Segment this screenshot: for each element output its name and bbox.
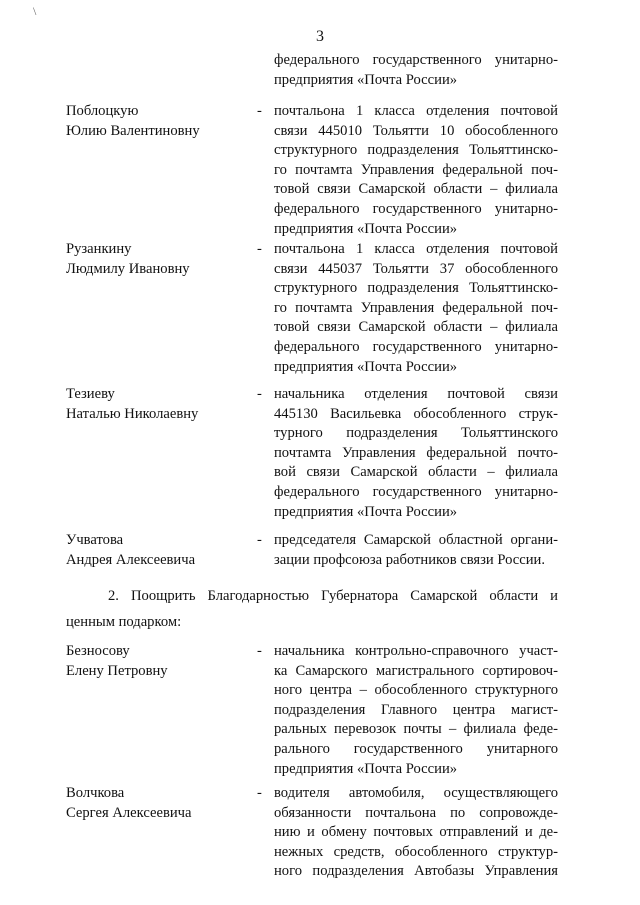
surname: Безносову <box>66 643 130 659</box>
given-names: Сергея Алексеевича <box>66 804 192 821</box>
entry-dash: - <box>257 785 262 801</box>
desc-line: начальника отделения почтовой связи <box>274 386 558 402</box>
continuation-text <box>274 51 558 90</box>
desc-line: рального государственного унитарного <box>274 740 558 757</box>
surname: Тезиеву <box>66 386 115 402</box>
desc-line: предприятия «Почта России» <box>274 503 458 520</box>
given-names: Людмилу Ивановну <box>66 260 190 277</box>
desc-line: подразделения Главного центра магист- <box>274 701 558 718</box>
person-name <box>66 102 256 141</box>
desc-line: предприятия «Почта России» <box>274 220 458 237</box>
person-name <box>66 240 256 279</box>
page-number: 3 <box>316 28 324 45</box>
entry-dash: - <box>257 643 262 659</box>
desc-line: нию и обмену почтовых отправлений и де- <box>274 824 558 841</box>
desc-line: федерального государственного унитарно- <box>274 338 558 355</box>
desc-line: связи 445010 Тольятти 10 обособленного <box>274 122 558 139</box>
section-paragraph-second-line: ценным подарком: <box>66 614 182 630</box>
desc-line: ного подразделения Автобазы Управления <box>274 863 558 880</box>
award-entry <box>0 784 640 888</box>
position-description <box>274 531 558 570</box>
desc-line: товой связи Самарской области – филиала <box>274 181 558 198</box>
award-entry <box>0 642 640 782</box>
desc-line: федерального государственного унитарно- <box>274 483 558 500</box>
person-name <box>66 531 256 570</box>
desc-line: федерального государственного унитарно- <box>274 200 558 217</box>
desc-line: предприятия «Почта России» <box>274 760 458 777</box>
given-names: Елену Петровну <box>66 662 168 679</box>
desc-line: нежных средств, обособленного структур- <box>274 843 558 860</box>
desc-line: структурного подразделения Тольяттинско- <box>274 142 558 159</box>
desc-line: товой связи Самарской области – филиала <box>274 319 558 336</box>
entry-dash: - <box>257 241 262 257</box>
desc-line: зации профсоюза работников связи России. <box>274 551 545 568</box>
desc-line: водителя автомобиля, осуществляющего <box>274 785 558 801</box>
desc-line: 445130 Васильевка обособленного струк- <box>274 405 558 422</box>
desc-line: почтальона 1 класса отделения почтовой <box>274 241 558 257</box>
desc-line: почтальона 1 класса отделения почтовой <box>274 103 558 119</box>
person-name <box>66 642 256 681</box>
desc-line: ка Самарского магистрального сортировоч- <box>274 662 558 679</box>
position-description <box>274 102 558 239</box>
given-names: Наталью Николаевну <box>66 405 199 422</box>
entry-dash: - <box>257 386 262 402</box>
desc-line: го почтамта Управления федеральной поч- <box>274 299 558 316</box>
desc-line: предприятия «Почта России» <box>274 358 458 375</box>
desc-line: почтамта Управления федеральной почто- <box>274 444 558 461</box>
desc-line: обязанности почтальона по сопровожде- <box>274 804 558 821</box>
award-entry <box>0 240 640 380</box>
desc-line: го почтамта Управления федеральной поч- <box>274 161 558 178</box>
entry-dash: - <box>257 103 262 119</box>
given-names: Андрея Алексеевича <box>66 551 196 568</box>
desc-line: председателя Самарской областной органи- <box>274 532 558 548</box>
given-names: Юлию Валентиновну <box>66 122 200 139</box>
award-entry <box>0 385 640 525</box>
person-name <box>66 385 256 424</box>
desc-line: ральных перевозок почты – филиала феде- <box>274 721 558 738</box>
desc-line: структурного подразделения Тольяттинско- <box>274 280 558 297</box>
corner-mark: \ <box>33 4 37 18</box>
position-description <box>274 240 558 377</box>
position-description <box>274 642 558 779</box>
surname: Поблоцкую <box>66 103 139 119</box>
position-description <box>274 385 558 522</box>
desc-line: турного подразделения Тольяттинского <box>274 425 558 442</box>
desc-line: предприятия «Почта России» <box>274 71 458 88</box>
desc-line: связи 445037 Тольятти 37 обособленного <box>274 260 558 277</box>
entry-dash: - <box>257 532 262 548</box>
surname: Рузанкину <box>66 241 132 257</box>
surname: Волчкова <box>66 785 125 801</box>
desc-line: федерального государственного унитарно- <box>274 52 558 68</box>
surname: Учватова <box>66 532 124 548</box>
person-name <box>66 784 256 823</box>
desc-line: ного центра – обособленного структурного <box>274 682 558 699</box>
desc-line: вой связи Самарской области – филиала <box>274 464 558 481</box>
continuation-block <box>0 51 640 93</box>
desc-line: начальника контрольно-справочного участ- <box>274 643 558 659</box>
award-entry <box>0 102 640 242</box>
section-paragraph-first-line: 2. Поощрить Благодарностью Губернатора Самарской области и <box>108 588 558 604</box>
award-entry <box>0 531 640 573</box>
position-description <box>274 784 558 882</box>
